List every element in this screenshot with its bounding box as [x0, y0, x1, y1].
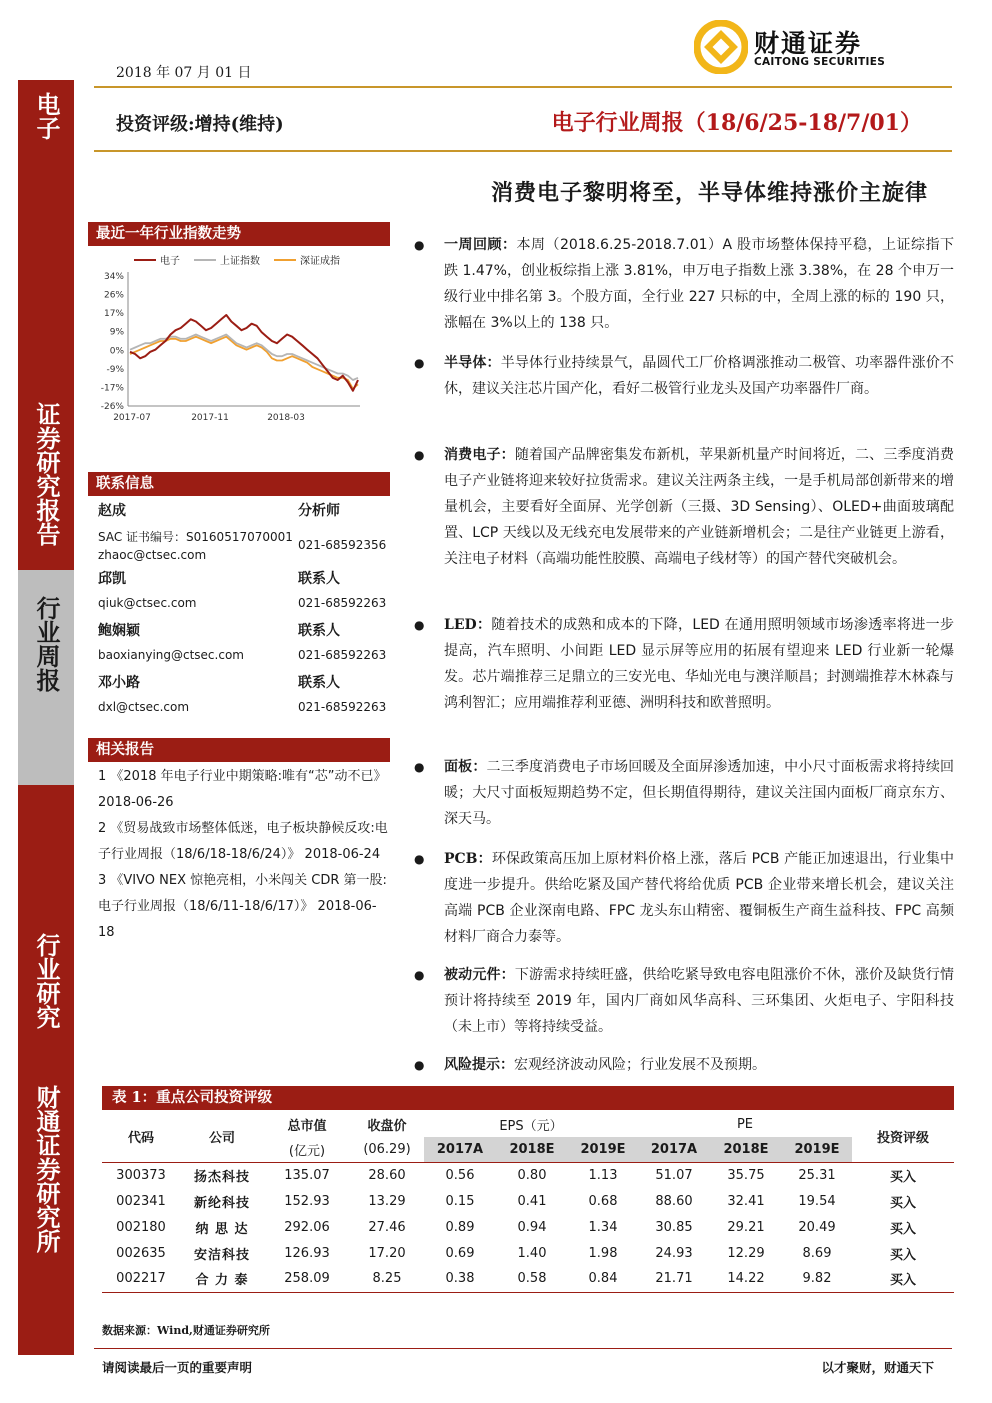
bullet-text: 半导体行业持续景气，晶圆代工厂价格调涨推动二极管、功率器件涨价不休，建议关注芯片国产化，看好二极管行业龙头及国产功率器件厂商。 [444, 355, 954, 397]
header-year: 2019E [782, 1137, 852, 1162]
cell-value: 24.93 [655, 1245, 693, 1261]
side-strip-gray [18, 570, 74, 785]
x-tick-label: 2017-07 [113, 413, 151, 423]
header-pe: PE [736, 1117, 754, 1132]
cell-rating: 买入 [852, 1266, 954, 1292]
bullet-dot-icon: ● [414, 1058, 425, 1072]
cell-value: 51.07 [638, 1162, 710, 1188]
bullet-text: 宏观经济波动风险；行业发展不及预期。 [514, 1057, 766, 1073]
legend-label-1: 上证指数 [220, 256, 260, 267]
y-tick-label: -17% [100, 383, 124, 394]
contact-role: 联系人 [298, 571, 340, 587]
bullet-label: 面板： [444, 759, 487, 775]
legend-label-2: 深证成指 [300, 256, 340, 267]
bullet-label: LED： [444, 617, 492, 633]
cell-value: 258.09 [264, 1266, 350, 1292]
series-line-2 [130, 337, 358, 389]
header-year: 2018E [496, 1137, 568, 1162]
contact-phone: 021-68592263 [298, 700, 387, 714]
header-close-date: (06.29) [363, 1141, 411, 1157]
cell-value: 29.21 [727, 1219, 765, 1235]
cell-value: 8.25 [350, 1266, 424, 1292]
cell-value: 0.38 [424, 1266, 496, 1292]
table-row [102, 1240, 954, 1266]
contact-row [98, 700, 388, 714]
cell-value: 0.94 [517, 1219, 547, 1235]
table-row [102, 1188, 954, 1214]
contact-role: 联系人 [298, 623, 340, 639]
header-year: 2018E [710, 1137, 782, 1162]
cell-company: 纳 思 达 [195, 1221, 249, 1237]
bullet-text: 下游需求持续旺盛，供给吃紧导致电容电阻涨价不休，涨价及缺货行情预计将持续至 2019 年，国内厂商如风华高科、三环集团、火炬电子、宇阳科技（未上市）等将持续受益。 [444, 967, 955, 1035]
header-eps: EPS（元） [499, 1119, 563, 1134]
contact-row [98, 500, 388, 520]
bullet-consumer-electronics [414, 442, 954, 572]
header-close: 收盘价 [367, 1119, 407, 1134]
cell-value: 35.75 [710, 1162, 782, 1188]
headline: 消费电子黎明将至，半导体维持涨价主旋律 [490, 180, 928, 206]
bullet-label: 半导体： [444, 355, 501, 371]
contact-name: 邱凯 [98, 571, 126, 587]
cell-value: 135.07 [264, 1162, 350, 1188]
bullet-risk [414, 1052, 954, 1078]
cell-company: 新纶科技 [193, 1195, 250, 1211]
header-year: 2017A [638, 1137, 710, 1162]
contact-role: 分析师 [298, 503, 340, 519]
table-row [102, 1214, 954, 1240]
bullet-label: 风险提示： [444, 1057, 514, 1073]
cell-value: 0.68 [588, 1193, 618, 1209]
cell-value: 126.93 [284, 1245, 330, 1261]
cell-value: 17.20 [368, 1245, 406, 1261]
side-strip-bottom2 [18, 1085, 74, 1355]
cell-value: 25.31 [782, 1162, 852, 1188]
side-label-sector: 电子 [32, 92, 61, 140]
contact-section-title: 联系信息 [88, 472, 390, 496]
contact-email[interactable]: zhaoc@ctsec.com [98, 548, 207, 562]
cell-code: 002635 [116, 1245, 166, 1261]
cell-value: 30.85 [655, 1219, 693, 1235]
header-rating: 投资评级 [876, 1131, 929, 1147]
y-tick-label: 34% [103, 272, 124, 282]
bullet-text: 二三季度消费电子市场回暖及全面屏渗透加速，中小尺寸面板需求将持续回暖；大尺寸面板短期趋势不定，但长期值得期待，建议关注国内面板厂商京东方、深天马。 [444, 759, 954, 827]
side-label-research: 行业研究 [32, 933, 61, 1029]
chart-plot [88, 246, 390, 434]
bullet-pcb [414, 846, 954, 950]
cell-value: 0.84 [568, 1266, 638, 1292]
cell-code: 002180 [116, 1219, 166, 1235]
cell-value: 88.60 [655, 1193, 693, 1209]
cell-value: 20.49 [798, 1219, 836, 1235]
bullet-label: 被动元件： [444, 967, 515, 983]
related-report-list [98, 764, 390, 946]
bullet-label: 一周回顾： [444, 237, 517, 253]
contact-name: 邓小路 [98, 675, 140, 691]
header-company: 公司 [208, 1131, 235, 1147]
y-tick-label: 26% [103, 290, 124, 301]
bullet-dot-icon: ● [414, 852, 425, 866]
cell-value: 27.46 [368, 1219, 406, 1235]
cell-company: 扬杰科技 [180, 1162, 264, 1188]
contact-row [98, 548, 388, 562]
contact-email[interactable]: qiuk@ctsec.com [98, 596, 197, 610]
bullet-text: 本周（2018.6.25-2018.7.01）A 股市场整体保持平稳，上证综指下跌 1.47%，创业板综指上涨 3.81%，申万电子指数上涨 3.38%，在 28 个申万一级行业中排名第 3。个股方面，全行业 227 只标的中，全周上涨的标的 190 只，涨幅在 3%以上的 138 只。 [444, 237, 954, 331]
cell-code: 300373 [102, 1162, 180, 1188]
cell-value: 28.60 [350, 1162, 424, 1188]
side-label-weekly: 行业周报 [32, 596, 61, 692]
report-title: 电子行业周报（18/6/25-18/7/01） [551, 110, 922, 136]
side-strip-bottom [18, 785, 74, 1085]
bullet-text: 随着技术的成熟和成本的下降，LED 在通用照明领域市场渗透率将进一步提高，汽车照明、小间距 LED 显示屏等应用的拓展有望迎来 LED 行业新一轮爆发。芯片端推荐三足鼎立的三安光电、华灿光电与澳洋顺昌；封测端推荐木林森与鸿利智汇；应用端推荐利亚德、洲明科技和欧普照明。 [444, 617, 955, 711]
bullet-led [414, 612, 954, 716]
bullet-panel [414, 754, 954, 832]
footer-disclaimer[interactable]: 请阅读最后一页的重要声明 [102, 1360, 253, 1375]
cell-value: 152.93 [284, 1193, 330, 1209]
bullet-dot-icon: ● [414, 356, 425, 370]
header-mktcap: 总市值 [287, 1119, 327, 1134]
contact-phone: 021-68592356 [298, 538, 387, 552]
investment-rating: 投资评级:增持(维持) [116, 114, 284, 135]
bullet-dot-icon: ● [414, 968, 425, 982]
contact-name: 赵成 [98, 503, 126, 519]
logo-text-en: CAITONG SECURITIES [754, 56, 886, 68]
bullet-label: 消费电子： [444, 447, 515, 463]
cell-value: 14.22 [710, 1266, 782, 1292]
company-rating-table [102, 1112, 954, 1293]
related-report-item[interactable]: 1 《2018 年电子行业中期策略:唯有“芯”动不已》 2018-06-26 [98, 769, 387, 810]
bullet-text: 环保政策高压加上原材料价格上涨，落后 PCB 产能正加速退出，行业集中度进一步提升。供给吃紧及国产替代将给优质 PCB 企业带来增长机会，建议关注高端 PCB 企业深南电路、FPC 龙头东山精密、覆铜板生产商生益科技、FPC 高频材料厂商合力泰等。 [444, 851, 954, 945]
header-code: 代码 [127, 1131, 154, 1147]
cell-value: 1.13 [568, 1162, 638, 1188]
cell-rating: 买入 [889, 1195, 916, 1211]
header-divider-top [94, 86, 952, 88]
contact-row [98, 596, 388, 610]
contact-email[interactable]: dxl@ctsec.com [98, 700, 190, 714]
contact-phone: 021-68592263 [298, 648, 387, 662]
cell-value: 13.29 [368, 1193, 406, 1209]
cell-value: 0.80 [496, 1162, 568, 1188]
header-mktcap-unit: (亿元) [288, 1143, 326, 1159]
series-line-0 [130, 315, 358, 391]
cell-value: 21.71 [638, 1266, 710, 1292]
cell-value: 0.15 [445, 1193, 475, 1209]
contact-role: 联系人 [298, 675, 340, 691]
bullet-passive-components [414, 962, 954, 1040]
logo-emblem-icon [694, 20, 748, 74]
cell-rating: 买入 [889, 1221, 916, 1237]
bullet-dot-icon: ● [414, 618, 425, 632]
cell-rating: 买入 [889, 1247, 916, 1263]
header-divider-bottom [94, 150, 952, 152]
report-date: 2018 年 07 月 01 日 [116, 65, 252, 81]
cell-value: 292.06 [284, 1219, 330, 1235]
cell-value: 1.98 [588, 1245, 618, 1261]
cell-value: 1.40 [517, 1245, 547, 1261]
contact-row [98, 648, 388, 662]
x-tick-label: 2017-11 [191, 413, 229, 423]
cell-value: 0.56 [424, 1162, 496, 1188]
cell-value: 32.41 [727, 1193, 765, 1209]
side-strip-mid [18, 380, 74, 570]
bullet-text: 随着国产品牌密集发布新机，苹果新机量产时间将近，二、三季度消费电子产业链将迎来较好拉货需求。建议关注两条主线，一是手机局部创新带来的增量机会，主要看好全面屏、光学创新（三摄、3D Sensing）、OLED+曲面玻璃配置、LCP 天线以及无线充电发展带来的产业链新增机会；二是往产业链更上游看，关注电子材料（高端功能性胶膜、高端电子线材等）的国产替代突破机会。 [444, 447, 955, 567]
contact-name: 鲍娴颖 [98, 623, 140, 639]
table-header-row [102, 1112, 954, 1137]
cell-value: 0.69 [445, 1245, 475, 1261]
table-row [102, 1266, 954, 1292]
contact-phone: 021-68592263 [298, 596, 387, 610]
y-tick-label: 9% [109, 327, 124, 338]
y-tick-label: -9% [106, 364, 124, 375]
cell-value: 8.69 [802, 1245, 832, 1261]
contact-email[interactable]: baoxianying@ctsec.com [98, 648, 244, 662]
bullet-label: PCB： [444, 851, 492, 867]
bullet-dot-icon: ● [414, 448, 425, 462]
data-source: 数据来源：Wind,财通证券研究所 [102, 1324, 270, 1337]
side-label-report-type: 证券研究报告 [32, 402, 61, 546]
chart-section-title: 最近一年行业指数走势 [88, 222, 390, 246]
cell-value: 9.82 [782, 1266, 852, 1292]
related-report-item[interactable]: 2 《贸易战致市场整体低迷，电子板块静候反攻:电子行业周报（18/6/18-18/6/24）》 2018-06-24 [98, 821, 388, 862]
cell-company: 合 力 泰 [180, 1266, 264, 1292]
x-tick-label: 2018-03 [267, 413, 305, 423]
cell-company: 安洁科技 [193, 1247, 250, 1263]
related-report-item[interactable]: 3 《VIVO NEX 惊艳亮相，小米闯关 CDR 第一股:电子行业周报（18/6/11-18/6/17）》 2018-06-18 [98, 873, 387, 940]
company-logo [694, 18, 944, 78]
contact-row [98, 620, 388, 640]
logo-text-cn: 财通证券 [754, 29, 863, 58]
footer-divider [94, 1348, 952, 1349]
bullet-semiconductor [414, 350, 954, 402]
cell-code: 002341 [116, 1193, 166, 1209]
contact-row [98, 672, 388, 692]
legend-label-0: 电子 [160, 256, 180, 267]
index-chart [88, 246, 390, 434]
footer-slogan: 以才聚财，财通天下 [821, 1360, 934, 1375]
cell-value: 1.34 [588, 1219, 618, 1235]
bullet-dot-icon: ● [414, 760, 425, 774]
cell-rating: 买入 [852, 1162, 954, 1188]
bullet-dot-icon: ● [414, 238, 425, 252]
side-label-institute: 财通证券研究所 [32, 1085, 61, 1253]
cell-value: 12.29 [727, 1245, 765, 1261]
y-tick-label: 0% [109, 346, 124, 357]
y-tick-label: 17% [103, 309, 124, 320]
related-section-title: 相关报告 [88, 738, 390, 762]
contact-row [98, 568, 388, 588]
cell-value: 0.41 [517, 1193, 547, 1209]
y-tick-label: -26% [100, 402, 124, 412]
header-year: 2019E [568, 1137, 638, 1162]
table-row [102, 1162, 954, 1188]
cell-code: 002217 [102, 1266, 180, 1292]
bullet-weekly-review [414, 232, 954, 336]
cell-value: 0.89 [445, 1219, 475, 1235]
contact-sac: SAC 证书编号：S0160517070001 [98, 530, 293, 544]
side-strip-top [18, 80, 74, 380]
cell-value: 0.58 [496, 1266, 568, 1292]
table-title: 表 1：重点公司投资评级 [102, 1086, 954, 1110]
header-year: 2017A [424, 1137, 496, 1162]
cell-value: 19.54 [798, 1193, 836, 1209]
